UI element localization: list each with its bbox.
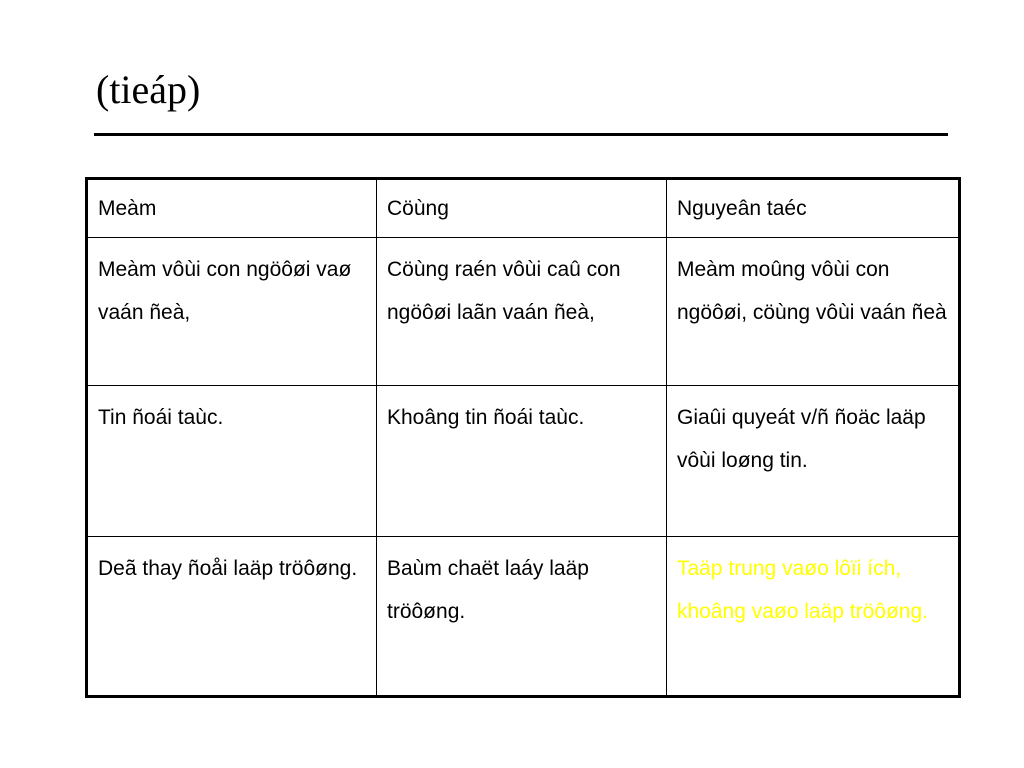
- table-row: [87, 537, 960, 697]
- header-cell-hard: Cöùng: [377, 179, 667, 238]
- table-cell: Meàm vôùi con ngöôøi vaø vaán ñeà,: [87, 238, 377, 386]
- header-cell-principled: Nguyeân taéc: [667, 179, 960, 238]
- table-cell: Deã thay ñoåi laäp tröôøng.: [87, 537, 377, 697]
- table-row: [87, 238, 960, 386]
- table-cell: Baùm chaët laáy laäp tröôøng.: [377, 537, 667, 697]
- slide-title: (tieáp): [96, 67, 201, 112]
- table-cell-highlighted: Taäp trung vaøo lôïi ích, khoâng vaøo laäp tröôøng.: [667, 537, 960, 697]
- table-cell: Tin ñoái taùc.: [87, 386, 377, 537]
- table-cell: Khoâng tin ñoái taùc.: [377, 386, 667, 537]
- title-divider: [94, 133, 948, 136]
- table-cell: Giaûi quyeát v/ñ ñoäc laäp vôùi loøng tin.: [667, 386, 960, 537]
- header-cell-soft: Meàm: [87, 179, 377, 238]
- table-cell: Cöùng raén vôùi caû con ngöôøi laãn vaán ñeà,: [377, 238, 667, 386]
- table-row: [87, 386, 960, 537]
- table-header-row: [87, 179, 960, 238]
- comparison-table: [85, 177, 961, 698]
- table-cell: Meàm moûng vôùi con ngöôøi, cöùng vôùi vaán ñeà: [667, 238, 960, 386]
